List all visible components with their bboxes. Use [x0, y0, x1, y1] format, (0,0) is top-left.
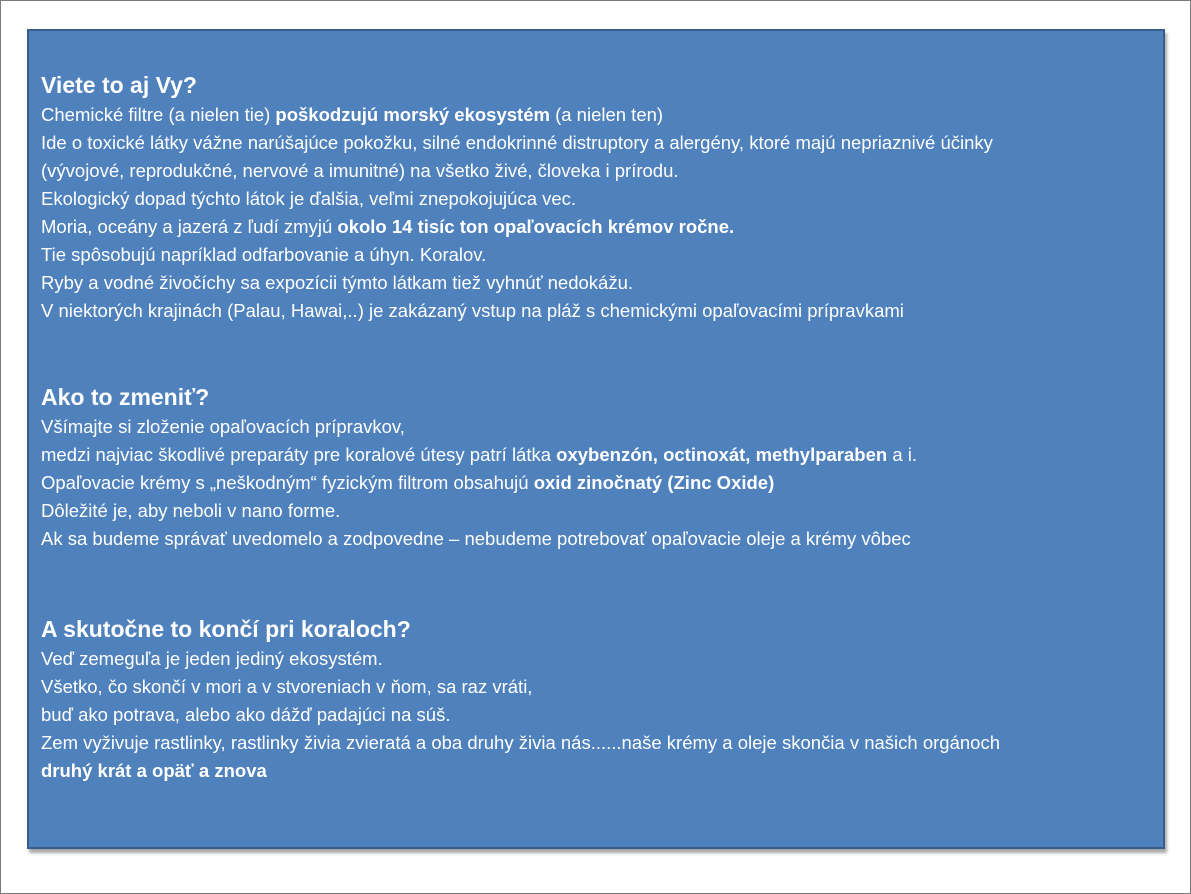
text-line: Tie spôsobujú napríklad odfarbovanie a úhyn. Koralov.	[41, 244, 487, 265]
text-line	[41, 469, 1153, 497]
section-heading: A skutočne to končí pri koraloch?	[41, 616, 411, 642]
text-span: Opaľovacie krémy s „neškodným“ fyzickým filtrom obsahujú	[41, 472, 534, 493]
text-line: Dôležité je, aby neboli v nano forme.	[41, 500, 341, 521]
text-line: V niektorých krajinách (Palau, Hawai,..) je zakázaný vstup na pláž s chemickými opaľovacími prípravkami	[41, 300, 904, 321]
text-span: (a nielen ten)	[549, 104, 664, 125]
section-a-skutocne	[41, 613, 1153, 785]
text-line	[41, 213, 1153, 241]
section-viete-to	[41, 69, 1153, 325]
text-line	[41, 441, 1153, 469]
bold-text: druhý krát a opäť a znova	[41, 760, 267, 781]
bold-text: oxybenzón, octinoxát, methylparaben	[556, 444, 888, 465]
text-line	[41, 757, 1153, 785]
text-span: Moria, oceány a jazerá z ľudí zmyjú	[41, 216, 338, 237]
text-line: Ak sa budeme správať uvedomelo a zodpovedne – nebudeme potrebovať opaľovacie oleje a krémy vôbec	[41, 528, 911, 549]
bold-text: oxid zinočnatý (Zinc Oxide)	[533, 472, 775, 493]
text-span: medzi najviac škodlivé preparáty pre koralové útesy patrí látka	[41, 444, 557, 465]
text-line: Zem vyživuje rastlinky, rastlinky živia zvieratá a oba druhy živia nás......naše krémy a oleje skončia v našich orgánoch	[41, 732, 1000, 753]
section-heading: Viete to aj Vy?	[41, 72, 197, 98]
text-line	[41, 101, 1153, 129]
bold-text: okolo 14 tisíc ton opaľovacích krémov ročne.	[337, 216, 735, 237]
text-line: Veď zemeguľa je jeden jediný ekosystém.	[41, 648, 383, 669]
bold-text: poškodzujú morský ekosystém	[275, 104, 550, 125]
text-line: Ekologický dopad týchto látok je ďalšia, veľmi znepokojujúca vec.	[41, 188, 577, 209]
text-line: buď ako potrava, alebo ako dážď padajúci na súš.	[41, 704, 451, 725]
section-ako-to-zmenit	[41, 381, 1153, 553]
text-line: Všímajte si zloženie opaľovacích prípravkov,	[41, 416, 405, 437]
text-line: (vývojové, reprodukčné, nervové a imunitné) na všetko živé, človeka i prírodu.	[41, 160, 679, 181]
section-heading: Ako to zmeniť?	[41, 384, 210, 410]
text-line: Ryby a vodné živočíchy sa expozícii týmto látkam tiež vyhnúť nedokážu.	[41, 272, 634, 293]
text-span: Chemické filtre (a nielen tie)	[41, 104, 276, 125]
info-box	[27, 29, 1165, 849]
text-line: Ide o toxické látky vážne narúšajúce pokožku, silné endokrinné distruptory a alergény, ktoré majú nepriaznivé účinky	[41, 132, 993, 153]
text-span: a i.	[887, 444, 918, 465]
text-line: Všetko, čo skončí v mori a v stvoreniach v ňom, sa raz vráti,	[41, 676, 533, 697]
